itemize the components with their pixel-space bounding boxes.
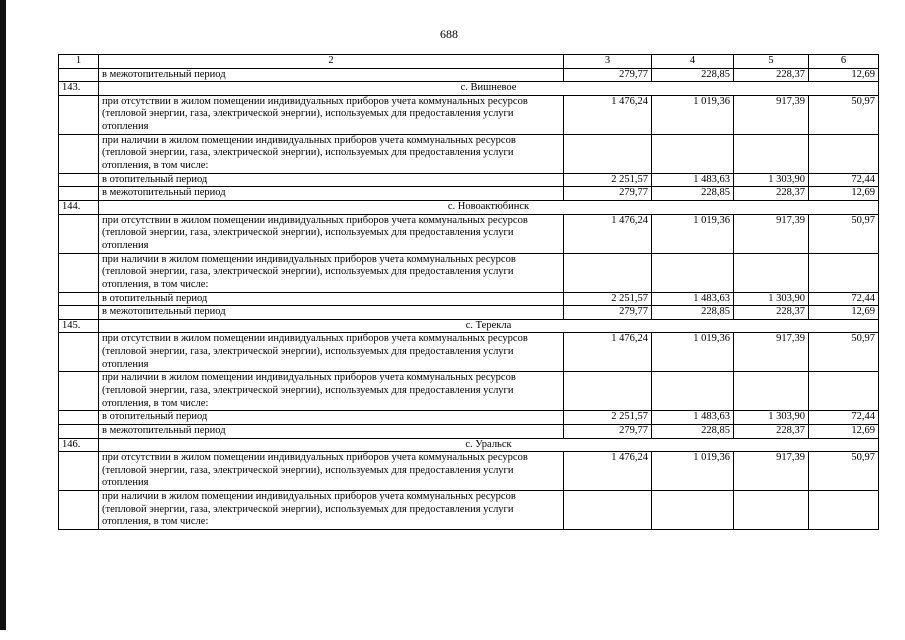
value-col-4: 228,85 <box>652 187 734 201</box>
value-col-4: 1 483,63 <box>652 173 734 187</box>
value-col-3 <box>564 134 652 173</box>
value-col-6: 50,97 <box>809 333 879 372</box>
value-col-5 <box>734 491 809 530</box>
row-number <box>59 372 99 411</box>
header-cell: 3 <box>564 55 652 69</box>
row-description: в межотопительный период <box>99 68 564 82</box>
row-description: в межотопительный период <box>99 424 564 438</box>
row-description: при отсутствии в жилом помещении индивидуальных приборов учета коммунальных ресурсов (тепловой энергии, газа, электрической энергии), используемых для предоставления услуги отопления <box>99 95 564 134</box>
row-description: при наличии в жилом помещении индивидуальных приборов учета коммунальных ресурсов (тепловой энергии, газа, электрической энергии), используемых для предоставления услуги отопления, в том числе: <box>99 134 564 173</box>
value-col-5: 1 303,90 <box>734 292 809 306</box>
value-col-6 <box>809 253 879 292</box>
row-description: в межотопительный период <box>99 187 564 201</box>
row-number <box>59 214 99 253</box>
value-col-4: 228,85 <box>652 424 734 438</box>
value-col-4: 1 019,36 <box>652 333 734 372</box>
row-number <box>59 306 99 320</box>
value-col-4 <box>652 491 734 530</box>
table-row <box>59 372 879 411</box>
value-col-5: 228,37 <box>734 424 809 438</box>
value-col-6: 72,44 <box>809 173 879 187</box>
locality-row <box>59 319 879 333</box>
row-description: в отопительный период <box>99 411 564 425</box>
value-col-3: 1 476,24 <box>564 333 652 372</box>
table-row <box>59 424 879 438</box>
value-col-5: 228,37 <box>734 187 809 201</box>
locality-row <box>59 200 879 214</box>
value-col-5: 228,37 <box>734 306 809 320</box>
value-col-4: 1 019,36 <box>652 95 734 134</box>
value-col-3: 2 251,57 <box>564 292 652 306</box>
row-number <box>59 134 99 173</box>
header-cell: 6 <box>809 55 879 69</box>
locality-name: с. Новоактюбинск <box>99 200 879 214</box>
row-description: при наличии в жилом помещении индивидуальных приборов учета коммунальных ресурсов (тепловой энергии, газа, электрической энергии), используемых для предоставления услуги отопления, в том числе: <box>99 253 564 292</box>
locality-name: с. Вишневое <box>99 82 879 96</box>
value-col-4: 1 483,63 <box>652 411 734 425</box>
value-col-5 <box>734 372 809 411</box>
table-row <box>59 95 879 134</box>
row-number <box>59 491 99 530</box>
value-col-5: 1 303,90 <box>734 411 809 425</box>
table-row <box>59 292 879 306</box>
table-row <box>59 306 879 320</box>
row-number <box>59 173 99 187</box>
value-col-6: 12,69 <box>809 306 879 320</box>
value-col-3: 2 251,57 <box>564 173 652 187</box>
row-description: при наличии в жилом помещении индивидуальных приборов учета коммунальных ресурсов (тепловой энергии, газа, электрической энергии), используемых для предоставления услуги отопления, в том числе: <box>99 372 564 411</box>
row-description: в отопительный период <box>99 173 564 187</box>
value-col-6: 72,44 <box>809 411 879 425</box>
row-description: при отсутствии в жилом помещении индивидуальных приборов учета коммунальных ресурсов (тепловой энергии, газа, электрической энергии), используемых для предоставления услуги отопления <box>99 214 564 253</box>
table-row <box>59 187 879 201</box>
value-col-5: 917,39 <box>734 214 809 253</box>
value-col-6 <box>809 134 879 173</box>
value-col-5: 228,37 <box>734 68 809 82</box>
value-col-3 <box>564 491 652 530</box>
tariff-table <box>58 54 879 530</box>
row-number <box>59 68 99 82</box>
row-description: при отсутствии в жилом помещении индивидуальных приборов учета коммунальных ресурсов (тепловой энергии, газа, электрической энергии), используемых для предоставления услуги отопления <box>99 452 564 491</box>
value-col-3: 279,77 <box>564 187 652 201</box>
locality-name: с. Уральск <box>99 438 879 452</box>
table-row <box>59 452 879 491</box>
value-col-6: 72,44 <box>809 292 879 306</box>
scan-edge-bar <box>0 0 6 630</box>
table-row <box>59 411 879 425</box>
row-description: при наличии в жилом помещении индивидуальных приборов учета коммунальных ресурсов (тепловой энергии, газа, электрической энергии), используемых для предоставления услуги отопления, в том числе: <box>99 491 564 530</box>
row-number <box>59 187 99 201</box>
locality-row <box>59 82 879 96</box>
row-number <box>59 452 99 491</box>
table-row <box>59 173 879 187</box>
page-number: 688 <box>440 27 458 41</box>
value-col-4 <box>652 372 734 411</box>
value-col-5: 917,39 <box>734 95 809 134</box>
value-col-3: 1 476,24 <box>564 95 652 134</box>
value-col-4: 228,85 <box>652 68 734 82</box>
row-description: при отсутствии в жилом помещении индивидуальных приборов учета коммунальных ресурсов (тепловой энергии, газа, электрической энергии), используемых для предоставления услуги отопления <box>99 333 564 372</box>
header-cell: 5 <box>734 55 809 69</box>
table-row <box>59 214 879 253</box>
table-row <box>59 68 879 82</box>
value-col-3 <box>564 253 652 292</box>
row-number <box>59 292 99 306</box>
locality-row <box>59 438 879 452</box>
row-description: в межотопительный период <box>99 306 564 320</box>
header-cell: 2 <box>99 55 564 69</box>
value-col-3: 279,77 <box>564 306 652 320</box>
value-col-5: 1 303,90 <box>734 173 809 187</box>
value-col-3: 2 251,57 <box>564 411 652 425</box>
value-col-6: 12,69 <box>809 187 879 201</box>
row-number <box>59 424 99 438</box>
row-number <box>59 95 99 134</box>
value-col-4: 1 019,36 <box>652 452 734 491</box>
value-col-3: 279,77 <box>564 68 652 82</box>
value-col-5: 917,39 <box>734 333 809 372</box>
row-number <box>59 253 99 292</box>
row-number <box>59 411 99 425</box>
value-col-6: 50,97 <box>809 95 879 134</box>
value-col-5 <box>734 253 809 292</box>
value-col-6 <box>809 491 879 530</box>
table-row <box>59 253 879 292</box>
value-col-6 <box>809 372 879 411</box>
row-number <box>59 333 99 372</box>
row-description: в отопительный период <box>99 292 564 306</box>
value-col-6: 12,69 <box>809 424 879 438</box>
value-col-3: 1 476,24 <box>564 452 652 491</box>
value-col-6: 50,97 <box>809 214 879 253</box>
table-row <box>59 333 879 372</box>
row-number: 144. <box>59 200 99 214</box>
value-col-6: 50,97 <box>809 452 879 491</box>
value-col-4: 1 483,63 <box>652 292 734 306</box>
row-number: 145. <box>59 319 99 333</box>
value-col-3: 279,77 <box>564 424 652 438</box>
value-col-3 <box>564 372 652 411</box>
header-row <box>59 55 879 69</box>
value-col-4: 1 019,36 <box>652 214 734 253</box>
value-col-5 <box>734 134 809 173</box>
header-cell: 1 <box>59 55 99 69</box>
table-row <box>59 134 879 173</box>
row-number: 146. <box>59 438 99 452</box>
value-col-3: 1 476,24 <box>564 214 652 253</box>
row-number: 143. <box>59 82 99 96</box>
value-col-6: 12,69 <box>809 68 879 82</box>
value-col-4: 228,85 <box>652 306 734 320</box>
header-cell: 4 <box>652 55 734 69</box>
value-col-5: 917,39 <box>734 452 809 491</box>
value-col-4 <box>652 134 734 173</box>
table-row <box>59 491 879 530</box>
locality-name: с. Терекла <box>99 319 879 333</box>
value-col-4 <box>652 253 734 292</box>
